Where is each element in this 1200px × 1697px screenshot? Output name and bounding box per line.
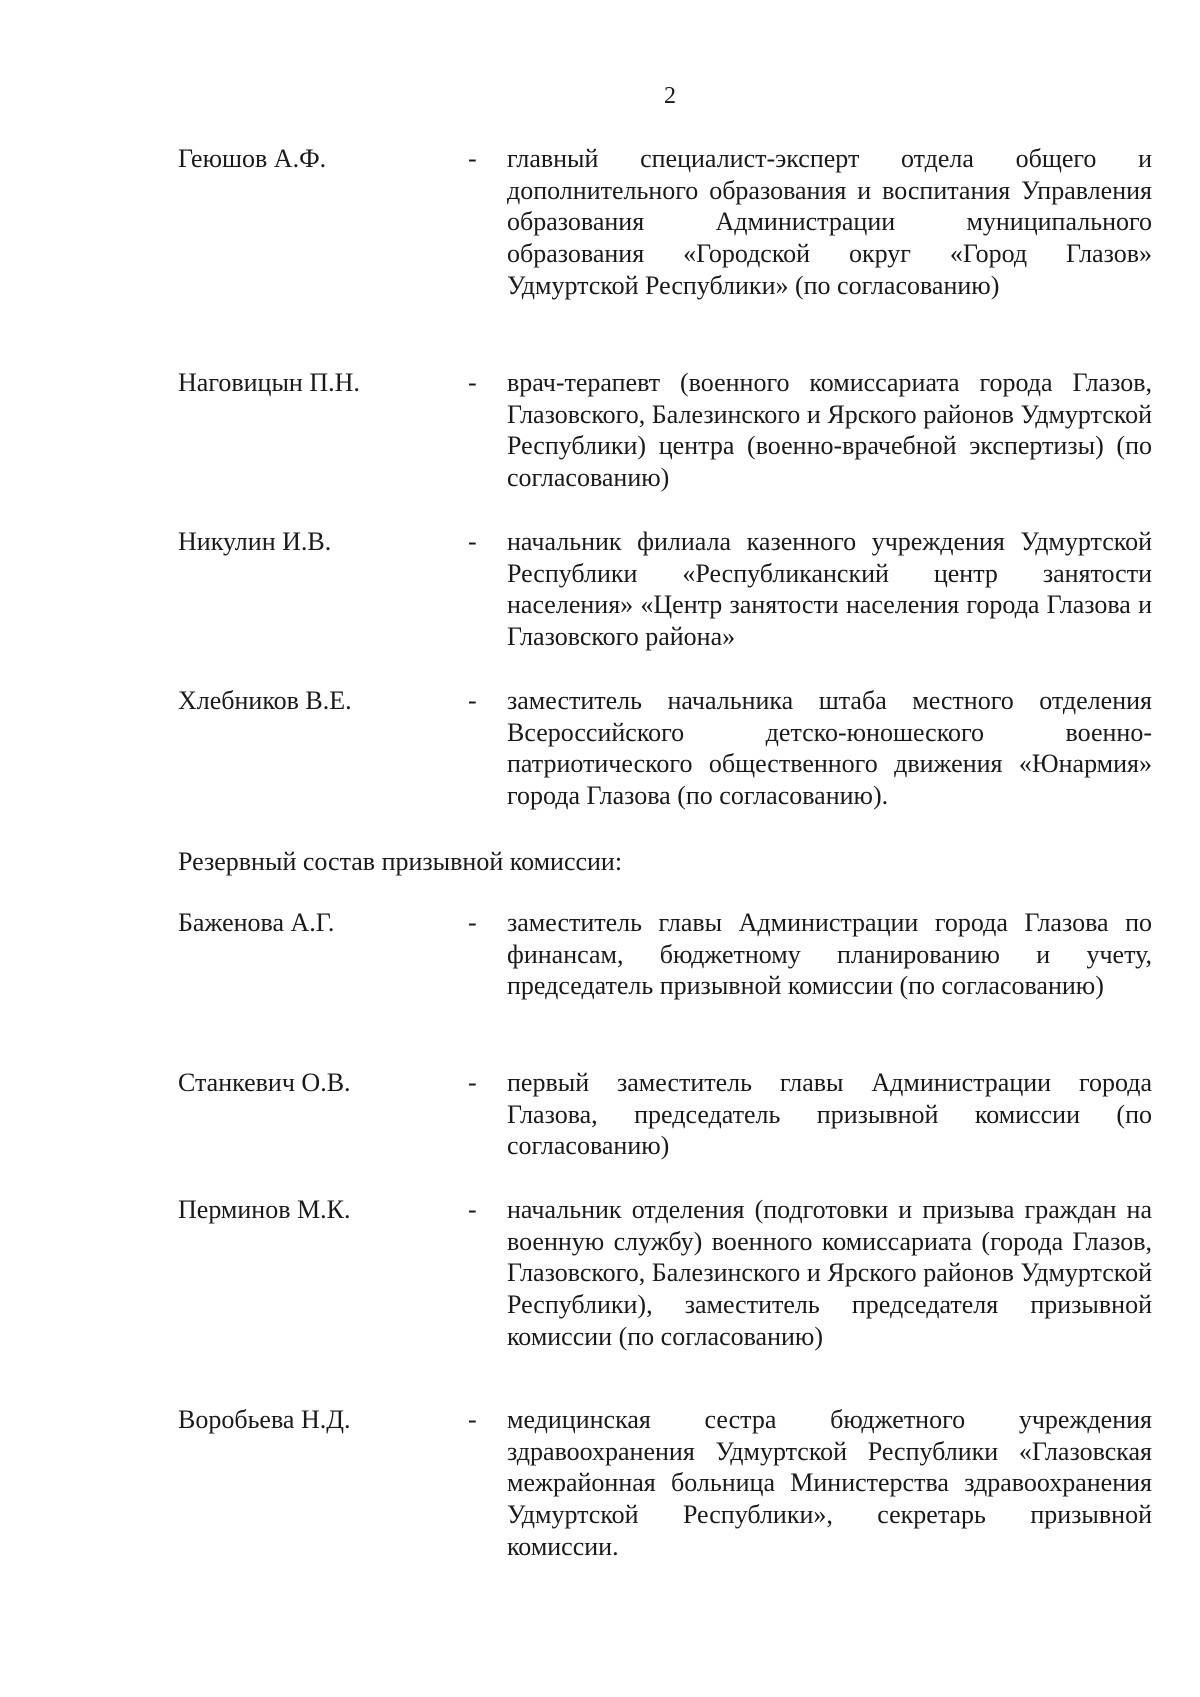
dash: -: [468, 908, 477, 937]
member-description: главный специалист-эксперт отдела общего и дополнительного образования и воспитания Управления образования Администрации муниципального образования «Городской округ «Город Глазов» Удмуртской Республики» (по согласованию): [507, 144, 1152, 300]
member-description: начальник отделения (подготовки и призыва граждан на военную службу) военного комиссариата (города Глазов, Глазовского, Балезинского и Ярского районов Удмуртской Республики), заместитель председателя призывной комиссии (по согласованию): [507, 1195, 1152, 1351]
dash: -: [468, 1405, 477, 1434]
member-entry: [178, 143, 1158, 302]
reserve-member-entry: [178, 1404, 1158, 1563]
member-name: Перминов М.К.: [178, 1195, 351, 1224]
member-entry: [178, 367, 1158, 494]
member-entry: [178, 685, 1158, 812]
member-entry: [178, 526, 1158, 653]
member-name: Хлебников В.Е.: [178, 686, 352, 715]
reserve-member-entry: [178, 907, 1158, 1002]
member-description: врач-терапевт (военного комиссариата города Глазов, Глазовского, Балезинского и Ярского районов Удмуртской Республики) центра (военно-врачебной экспертизы) (по согласованию): [507, 368, 1152, 493]
member-description: заместитель начальника штаба местного отделения Всероссийского детско-юношеского военно-патриотического общественного движения «Юнармия» города Глазова (по согласованию).: [507, 686, 1152, 811]
member-name: Баженова А.Г.: [178, 908, 335, 937]
reserve-member-entry: [178, 1067, 1158, 1162]
dash: -: [468, 527, 477, 556]
page-number: 2: [664, 83, 676, 109]
member-description: первый заместитель главы Администрации города Глазова, председатель призывной комиссии (по согласованию): [507, 1068, 1152, 1161]
member-name: Воробьева Н.Д.: [178, 1405, 351, 1434]
dash: -: [468, 1195, 477, 1224]
dash: -: [468, 686, 477, 715]
member-name: Никулин И.В.: [178, 527, 332, 556]
dash: -: [468, 368, 477, 397]
member-description: начальник филиала казенного учреждения Удмуртской Республики «Республиканский центр занятости населения» «Центр занятости населения города Глазова и Глазовского района»: [507, 527, 1152, 652]
dash: -: [468, 144, 477, 173]
reserve-section-title: Резервный состав призывной комиссии:: [178, 847, 623, 876]
member-name: Станкевич О.В.: [178, 1068, 351, 1097]
reserve-member-entry: [178, 1194, 1158, 1353]
member-description: медицинская сестра бюджетного учреждения здравоохранения Удмуртской Республики «Глазовская межрайонная больница Министерства здравоохранения Удмуртской Республики», секретарь призывной комиссии.: [507, 1405, 1152, 1561]
member-description: заместитель главы Администрации города Глазова по финансам, бюджетному планированию и учету, председатель призывной комиссии (по согласованию): [507, 908, 1152, 1001]
dash: -: [468, 1068, 477, 1097]
member-name: Наговицын П.Н.: [178, 368, 360, 397]
member-name: Геюшов А.Ф.: [178, 144, 327, 173]
